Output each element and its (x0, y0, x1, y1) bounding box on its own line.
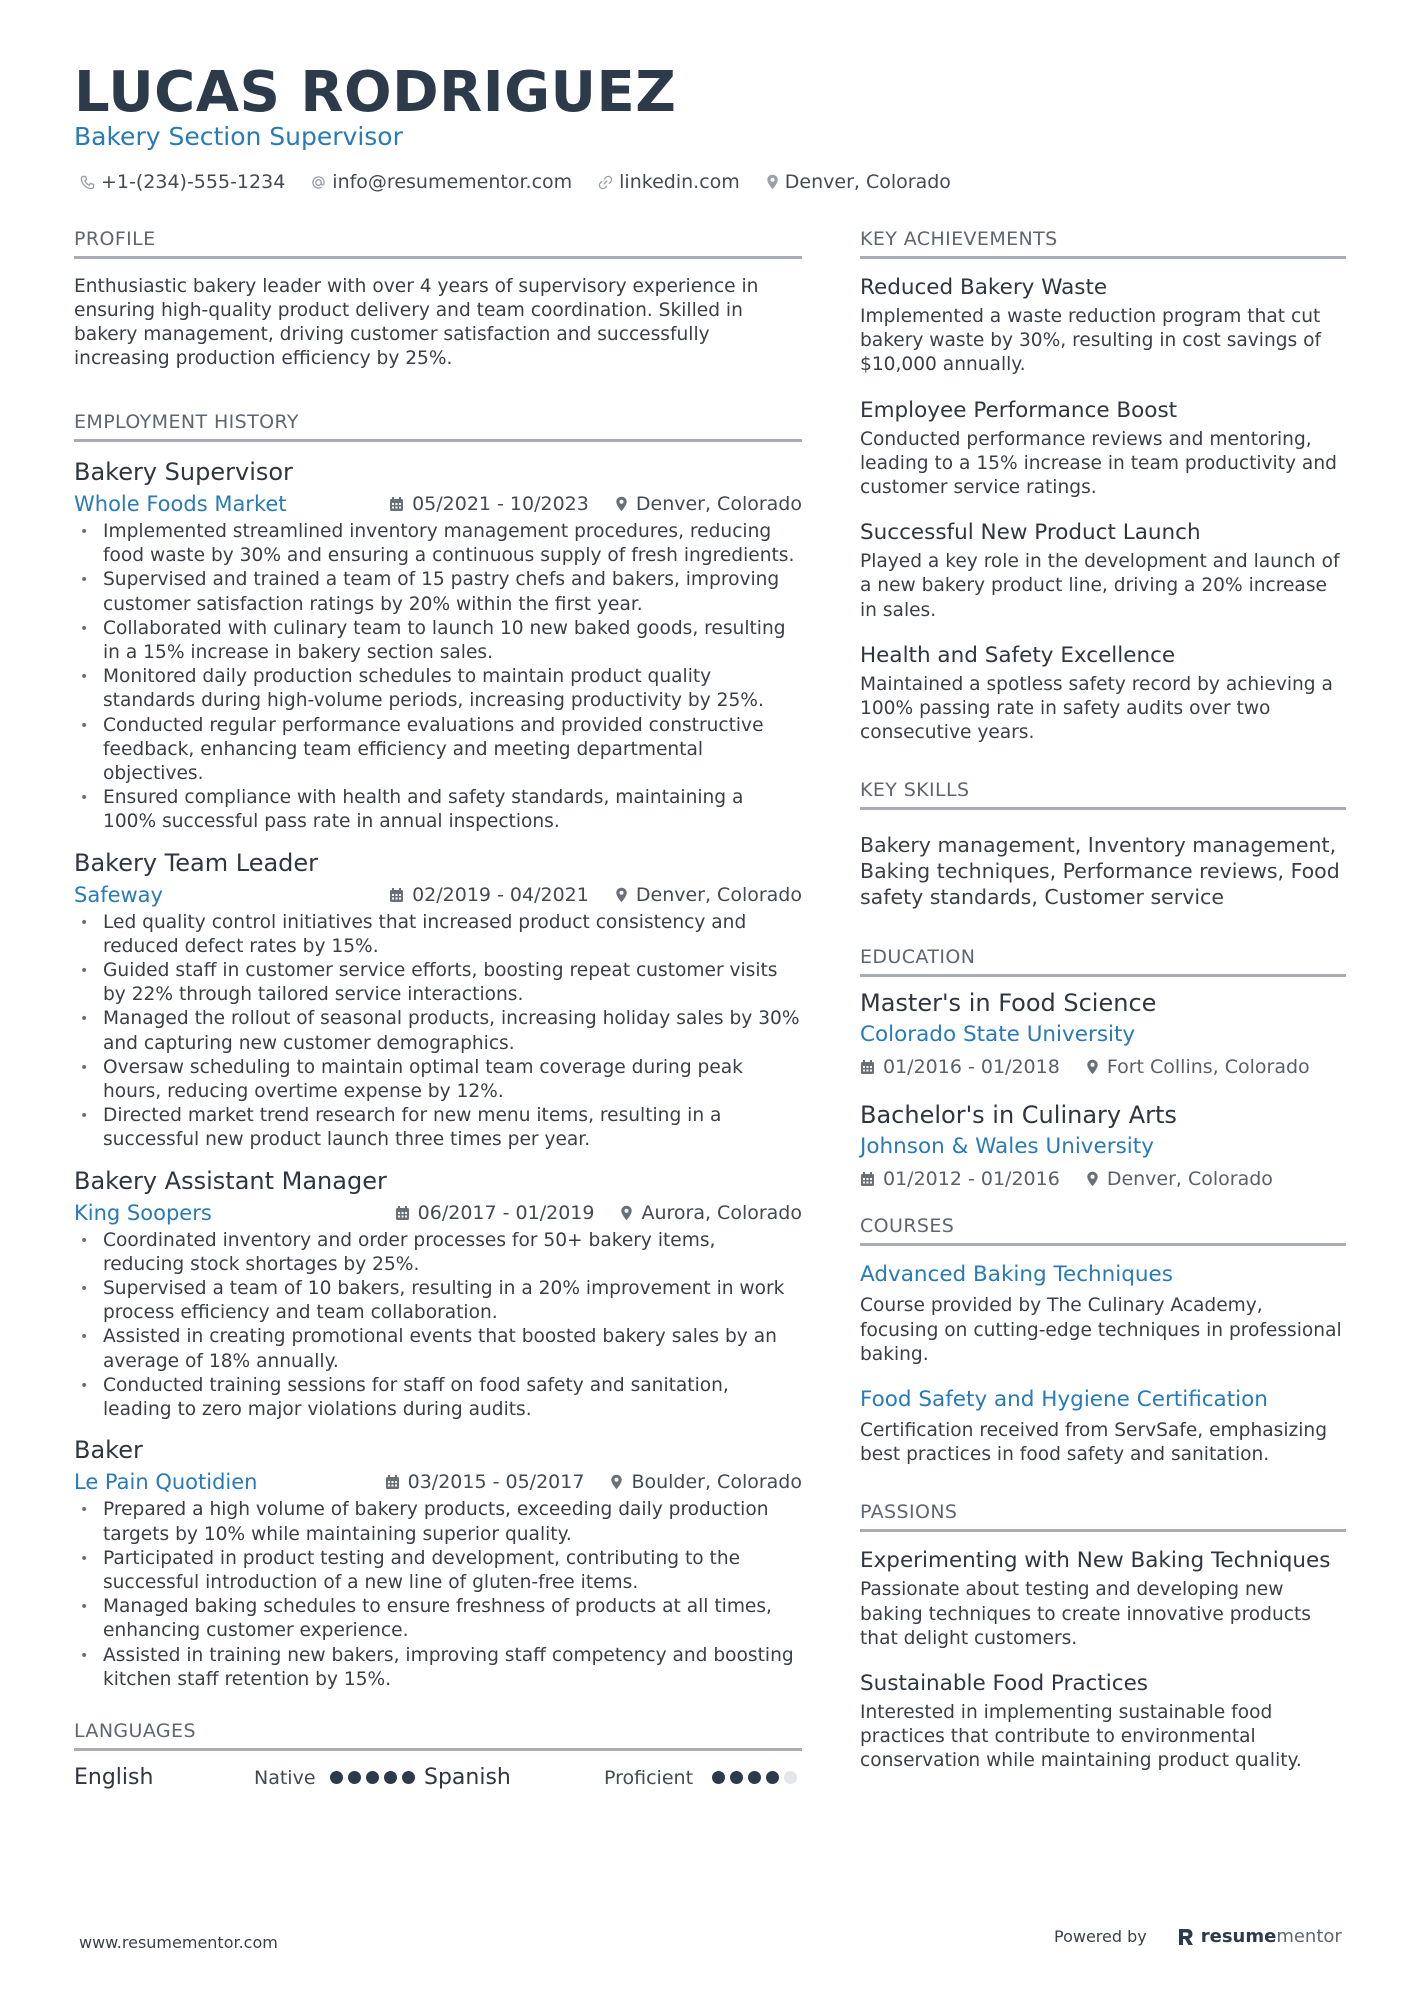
course-text: Certification received from ServSafe, emphasizing best practices in food safety and sanitation. (860, 1420, 1328, 1466)
passion-text: Passionate about testing and developing new baking techniques to create innovative products that delight customers. (860, 1579, 1311, 1649)
email-text: info@resumementor.com (332, 171, 573, 193)
profile-text: Enthusiastic bakery leader with over 4 years of supervisory experience in ensuring high-quality product delivery and team coordination. Skilled in bakery management, driving customer satisfaction and successfully increasing production efficiency by 25%. (74, 276, 759, 369)
location-text: Denver, Colorado (1106, 1168, 1273, 1191)
bullet-item: • Directed market trend research for new menu items, resulting in a successful new product launch three times per year. (74, 1104, 802, 1152)
passions-section (860, 1499, 1346, 1773)
course-title: Advanced Baking Techniques (860, 1262, 1173, 1288)
achievement-title: Health and Safety Excellence (860, 642, 1176, 668)
section-heading: PROFILE (74, 226, 802, 259)
job-meta (74, 1197, 802, 1229)
calendar-icon (395, 1205, 410, 1221)
phone-icon (80, 175, 95, 190)
brand-bold: resume (1200, 1926, 1277, 1947)
passion-item (860, 1546, 1346, 1651)
job-bullets (74, 911, 802, 1153)
languages-section (74, 1718, 802, 1795)
bullet-item: • Assisted in creating promotional events that boosted bakery sales by an average of 18% annually. (74, 1325, 802, 1373)
rating-dot (366, 1771, 379, 1784)
dates-text: 01/2012 - 01/2016 (883, 1168, 1060, 1191)
job-location (620, 1202, 802, 1224)
calendar-icon (389, 496, 404, 512)
bullet-item: • Assisted in training new bakers, improving staff competency and boosting kitchen staff retention by 15%. (74, 1644, 802, 1692)
education-section (860, 944, 1346, 1195)
education-meta (860, 1163, 1346, 1195)
passion-text: Interested in implementing sustainable food practices that contribute to environmental conservation while maintaining product quality. (860, 1702, 1302, 1772)
skills-section (860, 777, 1346, 910)
language-item (424, 1765, 802, 1790)
language-level: Native (254, 1766, 316, 1789)
at-icon (311, 175, 326, 190)
course-list (860, 1260, 1346, 1467)
bullet-item: • Collaborated with culinary team to launch 10 new baked goods, resulting in a 15% increase in bakery section sales. (74, 617, 802, 665)
achievement-item (860, 273, 1346, 378)
section-heading: EMPLOYMENT HISTORY (74, 409, 802, 442)
job-position: Baker (74, 1436, 143, 1465)
location-text: Denver, Colorado (635, 493, 802, 515)
education-location (1086, 1168, 1273, 1190)
rating-dot (766, 1771, 779, 1784)
achievement-text: Conducted performance reviews and mentoring, leading to a 15% increase in team productivity and customer service ratings. (860, 428, 1337, 499)
rating-dot (748, 1771, 761, 1784)
job-location (615, 493, 802, 515)
job-dates (389, 493, 589, 515)
profile-section (74, 226, 802, 371)
job-bullets (74, 520, 802, 835)
bullet-item: • Conducted training sessions for staff on food safety and sanitation, leading to zero major violations during audits. (74, 1374, 802, 1422)
location-pin-icon (766, 174, 779, 190)
location-pin-icon (620, 1205, 633, 1221)
passion-item (860, 1669, 1346, 1774)
candidate-name: LUCAS RODRIGUEZ (74, 60, 677, 125)
powered-by-label: Powered by (1054, 1927, 1147, 1946)
bullet-item: • Managed baking schedules to ensure freshness of products at all times, enhancing customer experience. (74, 1595, 802, 1643)
dates-text: 02/2019 - 04/2021 (412, 883, 589, 906)
phone-text: +1-(234)-555-1234 (101, 171, 286, 193)
education-item (860, 1099, 1346, 1195)
rating-dot (348, 1771, 361, 1784)
rating-dot (330, 1771, 343, 1784)
dates-text: 01/2016 - 01/2018 (883, 1056, 1060, 1079)
achievement-item (860, 518, 1346, 623)
achievement-text: Played a key role in the development and launch of a new bakery product line, driving a 20% increase in sales. (860, 551, 1340, 621)
bullet-item: • Ensured compliance with health and safety standards, maintaining a 100% successful pass rate in annual inspections. (74, 786, 802, 834)
dates-text: 05/2021 - 10/2023 (412, 493, 589, 515)
job-entry (74, 1434, 802, 1692)
dates-text: 06/2017 - 01/2019 (417, 1201, 595, 1224)
location-pin-icon (615, 887, 628, 903)
bullet-item: • Supervised a team of 10 bakers, resulting in a 20% improvement in work process efficiency and team collaboration. (74, 1277, 802, 1325)
calendar-icon (860, 1171, 875, 1187)
language-rating (330, 1771, 420, 1784)
bullet-item: • Monitored daily production schedules to maintain product quality standards during high-volume periods, increasing productivity by 25%. (74, 665, 802, 713)
job-entry (74, 456, 802, 835)
skills-text: Bakery management, Inventory management, Baking techniques, Performance reviews, Food safety standards, Customer service (860, 833, 1340, 910)
job-position: Bakery Supervisor (74, 458, 293, 486)
degree: Bachelor's in Culinary Arts (860, 1101, 1177, 1130)
section-heading: KEY ACHIEVEMENTS (860, 226, 1346, 259)
job-location (610, 1471, 802, 1493)
passion-title: Experimenting with New Baking Techniques (860, 1548, 1331, 1574)
language-name: Spanish (424, 1765, 511, 1791)
passion-list (860, 1546, 1346, 1773)
job-dates (389, 884, 589, 906)
job-title: Bakery Section Supervisor (74, 122, 403, 151)
dates-text: 03/2015 - 05/2017 (407, 1471, 585, 1494)
achievement-item (860, 641, 1346, 746)
company-name: Whole Foods Market (74, 492, 287, 516)
course-title: Food Safety and Hygiene Certification (860, 1387, 1268, 1413)
job-meta (74, 1466, 802, 1498)
resumementor-logo-icon (1177, 1927, 1195, 1947)
section-heading: COURSES (860, 1213, 1346, 1246)
job-entry (74, 847, 802, 1153)
bullet-item: • Supervised and trained a team of 15 pastry chefs and bakers, improving customer satisfaction ratings by 20% within the first year. (74, 568, 802, 616)
bullet-item: • Managed the rollout of seasonal products, increasing holiday sales by 30% and capturing new customer demographics. (74, 1007, 802, 1055)
calendar-icon (389, 887, 404, 903)
bullet-item: • Participated in product testing and development, contributing to the successful introduction of a new line of gluten-free items. (74, 1547, 802, 1595)
linkedin-text: linkedin.com (619, 171, 740, 193)
language-rating (712, 1771, 802, 1784)
section-heading: LANGUAGES (74, 1718, 802, 1751)
employment-section (74, 409, 802, 1692)
brand-light: mentor (1276, 1926, 1342, 1947)
location-pin-icon (615, 496, 628, 512)
achievement-text: Implemented a waste reduction program that cut bakery waste by 30%, resulting in cost savings of $10,000 annually. (860, 306, 1322, 376)
achievement-title: Reduced Bakery Waste (860, 275, 1108, 300)
contact-linkedin[interactable] (598, 171, 740, 193)
right-column (860, 226, 1346, 1792)
language-level: Proficient (604, 1766, 694, 1789)
degree: Master's in Food Science (860, 989, 1157, 1018)
language-name: English (74, 1765, 154, 1791)
location-text: Boulder, Colorado (631, 1471, 802, 1494)
footer-website[interactable]: www.resumementor.com (79, 1933, 278, 1952)
course-item (860, 1385, 1346, 1467)
bullet-item: • Guided staff in customer service efforts, boosting repeat customer visits by 22% through tailored service interactions. (74, 959, 802, 1007)
bullet-item: • Conducted regular performance evaluations and provided constructive feedback, enhancing team efficiency and meeting departmental objectives. (74, 714, 802, 787)
language-list (74, 1761, 802, 1795)
bullet-item: • Coordinated inventory and order processes for 50+ bakery items, reducing stock shortages by 25%. (74, 1229, 802, 1277)
job-entry (74, 1165, 802, 1423)
footer-brand (1054, 1926, 1342, 1947)
bullet-item: • Prepared a high volume of bakery products, exceeding daily production targets by 10% while maintaining superior quality. (74, 1498, 802, 1546)
school-name: Colorado State University (860, 1022, 1136, 1048)
location-text: Denver, Colorado (635, 883, 802, 906)
link-icon (598, 175, 613, 190)
achievement-title: Employee Performance Boost (860, 397, 1178, 423)
contact-location (766, 171, 951, 193)
location-text: Aurora, Colorado (641, 1201, 802, 1224)
job-location (615, 884, 802, 906)
education-location (1086, 1056, 1310, 1078)
job-position: Bakery Team Leader (74, 848, 319, 877)
contact-bar (80, 168, 977, 196)
education-dates (860, 1056, 1060, 1078)
job-dates (395, 1202, 595, 1224)
rating-dot (712, 1771, 725, 1784)
course-text: Course provided by The Culinary Academy, focusing on cutting-edge techniques in professional baking. (860, 1295, 1342, 1365)
contact-phone[interactable] (80, 171, 285, 193)
company-name: Safeway (74, 882, 163, 907)
rating-dot (402, 1771, 415, 1784)
achievement-item (860, 396, 1346, 501)
education-meta (860, 1051, 1346, 1083)
job-dates (385, 1471, 585, 1493)
rating-dot (730, 1771, 743, 1784)
bullet-item: • Led quality control initiatives that increased product consistency and reduced defect rates by 15%. (74, 911, 802, 959)
company-name: Le Pain Quotidien (74, 1470, 258, 1495)
location-pin-icon (1086, 1059, 1099, 1075)
job-position: Bakery Assistant Manager (74, 1166, 387, 1195)
rating-dot (384, 1771, 397, 1784)
rating-dot (784, 1771, 797, 1784)
achievement-title: Successful New Product Launch (860, 520, 1201, 546)
job-list (74, 456, 802, 1692)
education-dates (860, 1168, 1060, 1190)
contact-email[interactable] (311, 171, 572, 193)
bullet-item: • Oversaw scheduling to maintain optimal team coverage during peak hours, reducing overtime expense by 12%. (74, 1056, 802, 1104)
calendar-icon (860, 1059, 875, 1075)
achievement-text: Maintained a spotless safety record by achieving a 100% passing rate in safety audits over two consecutive years. (860, 673, 1333, 744)
achievements-section (860, 226, 1346, 745)
bullet-item: • Implemented streamlined inventory management procedures, reducing food waste by 30% and ensuring a continuous supply of fresh ingredients. (74, 520, 802, 568)
job-meta (74, 488, 802, 520)
location-text: Fort Collins, Colorado (1106, 1056, 1310, 1079)
section-heading: EDUCATION (860, 944, 1346, 977)
school-name: Johnson & Wales University (860, 1134, 1154, 1160)
job-bullets (74, 1229, 802, 1423)
section-heading: KEY SKILLS (860, 777, 1346, 810)
job-bullets (74, 1498, 802, 1692)
location-pin-icon (1086, 1171, 1099, 1187)
education-item (860, 987, 1346, 1083)
section-heading: PASSIONS (860, 1499, 1346, 1532)
location-pin-icon (610, 1474, 623, 1490)
passion-title: Sustainable Food Practices (860, 1671, 1149, 1697)
course-item (860, 1260, 1346, 1367)
company-name: King Soopers (74, 1200, 212, 1225)
job-meta (74, 879, 802, 911)
left-column (74, 226, 802, 1795)
language-item (74, 1765, 424, 1790)
brand-logo[interactable] (1177, 1926, 1342, 1947)
education-list (860, 987, 1346, 1195)
courses-section (860, 1213, 1346, 1467)
calendar-icon (385, 1474, 400, 1490)
achievement-list (860, 273, 1346, 745)
location-text: Denver, Colorado (784, 171, 951, 193)
